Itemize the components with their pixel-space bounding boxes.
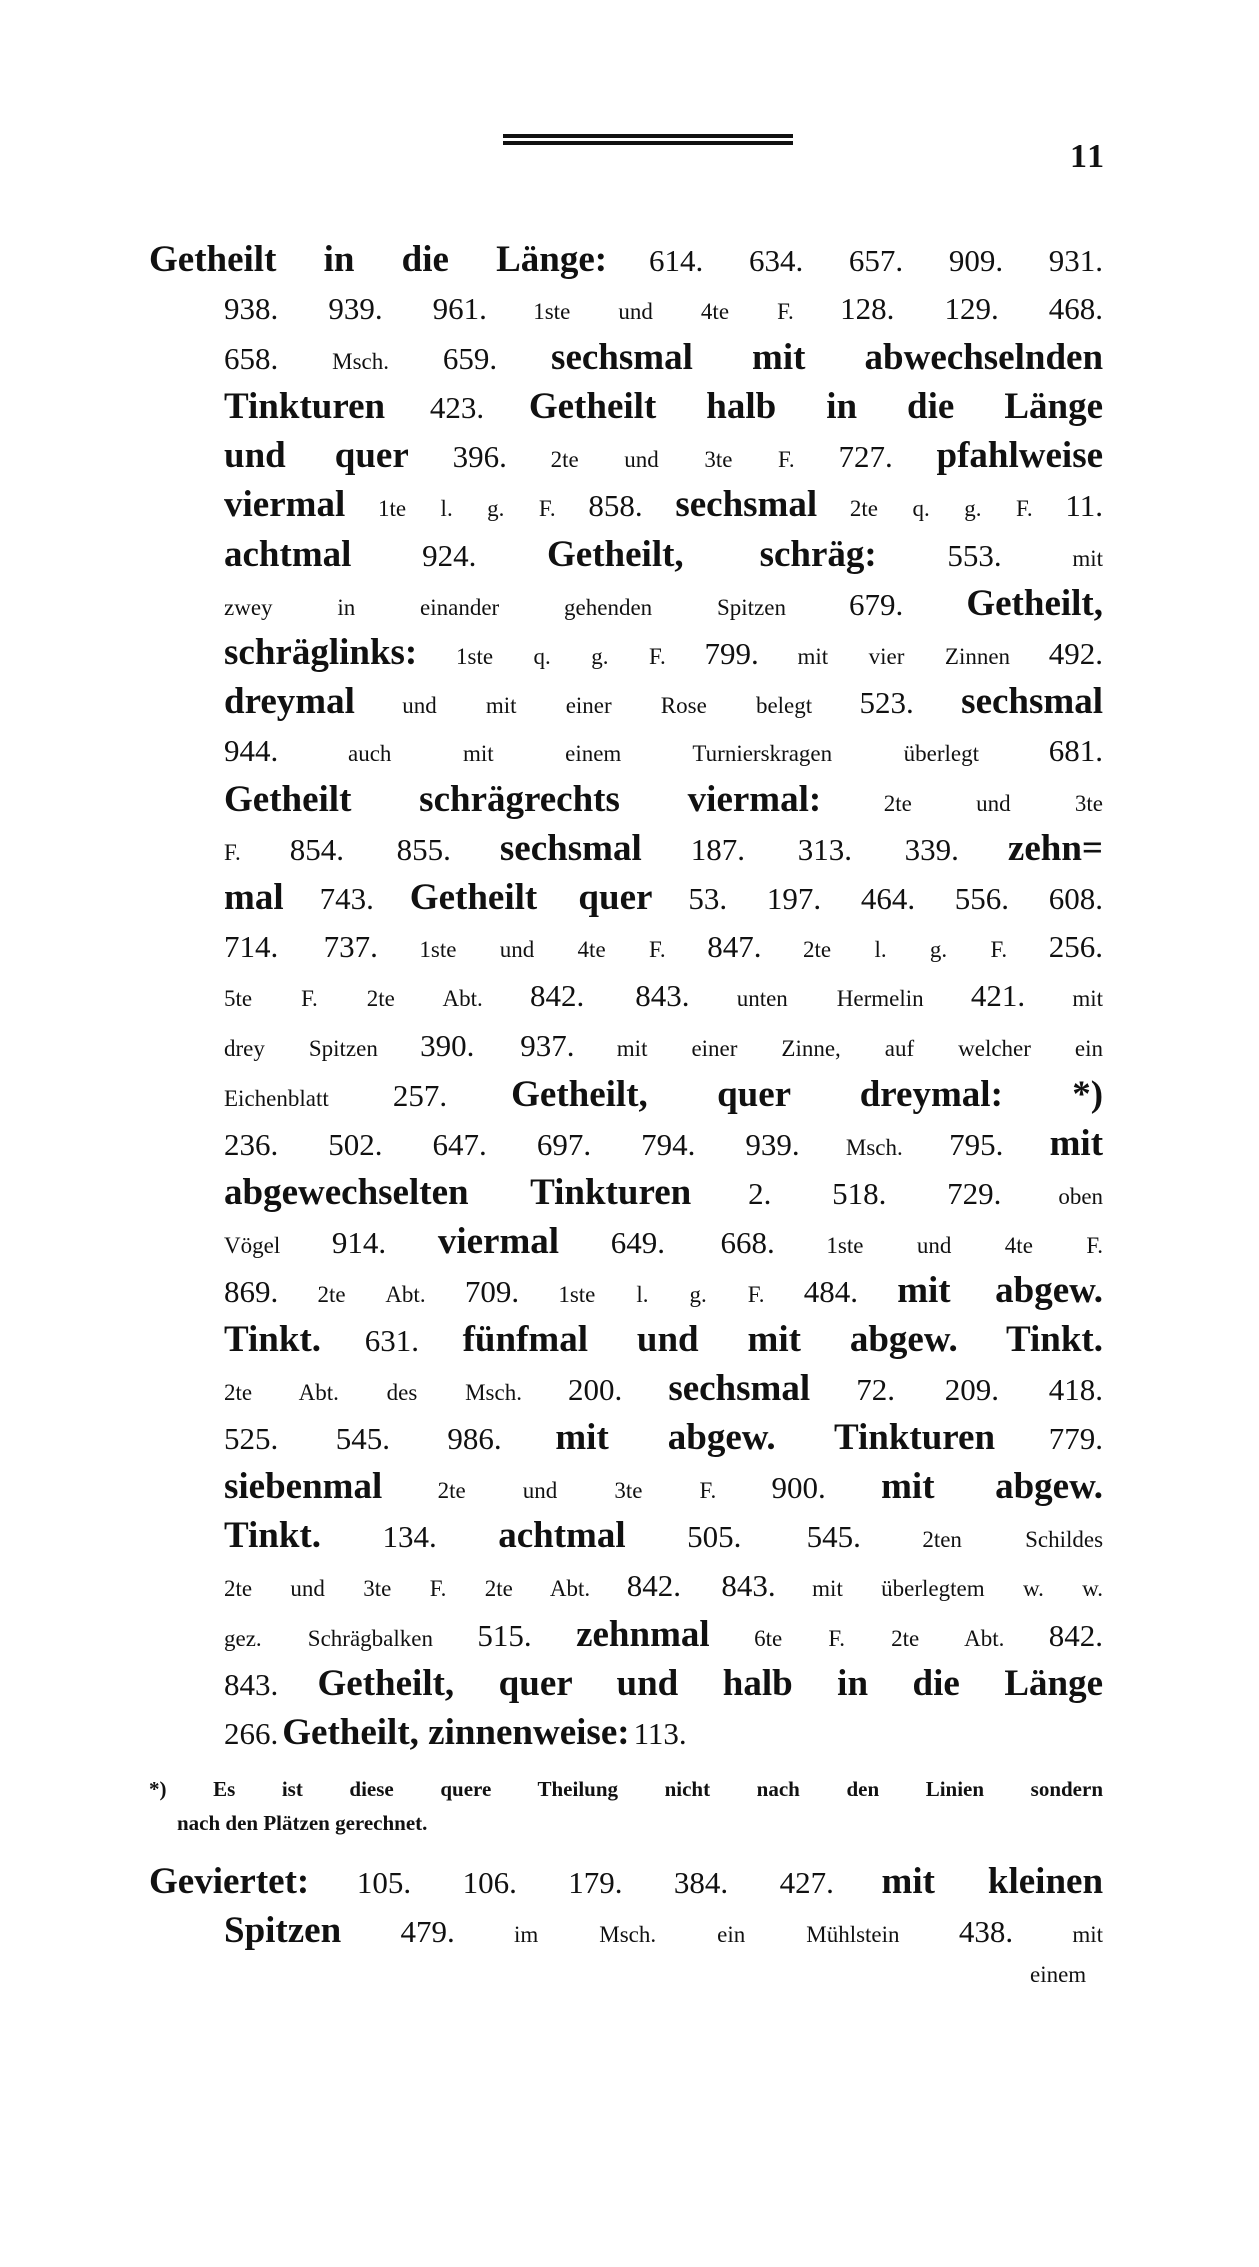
- heading-term: Getheilt quer: [409, 877, 653, 919]
- note-text: 2te und 3te: [883, 791, 1104, 817]
- reference-numbers: 847.: [707, 929, 762, 965]
- reference-numbers: 858.: [588, 488, 643, 524]
- reference-numbers: 390. 937.: [420, 1027, 575, 1063]
- text-line: [224, 480, 1103, 529]
- note-text: 1ste und 4te F.: [533, 299, 794, 325]
- note-text: mit: [1072, 1922, 1103, 1948]
- heading-term: und quer: [224, 435, 409, 477]
- reference-numbers: 938. 939. 961.: [224, 291, 487, 327]
- reference-numbers: 649. 668.: [610, 1224, 775, 1260]
- reference-numbers: 256.: [1048, 929, 1103, 965]
- reference-numbers: 631.: [364, 1323, 419, 1359]
- note-text: 2te und 3te F.: [437, 1478, 717, 1504]
- note-text: 2te q. g. F.: [849, 496, 1033, 522]
- text-line: [224, 579, 1103, 628]
- note-text: mit: [1072, 545, 1104, 571]
- reference-numbers: 743.: [319, 881, 374, 917]
- reference-numbers: 658.: [224, 341, 279, 377]
- reference-numbers: 854. 855.: [289, 832, 451, 868]
- reference-numbers: 438.: [958, 1914, 1014, 1950]
- reference-numbers: 505. 545.: [687, 1519, 861, 1555]
- heading-term: sechsmal: [499, 828, 642, 870]
- heading-term: mit: [1049, 1122, 1104, 1164]
- page-number: 11: [1070, 138, 1107, 175]
- reference-numbers: 236. 502. 647. 697. 794. 939.: [224, 1126, 800, 1162]
- note-text: Msch.: [845, 1134, 903, 1160]
- heading-term: abgewechselten Tinkturen: [224, 1171, 692, 1213]
- note-text: 1ste und 4te F.: [826, 1232, 1104, 1258]
- text-line: [224, 677, 1103, 726]
- reference-numbers: 187. 313. 339.: [690, 832, 959, 868]
- reference-numbers: 525. 545. 986.: [224, 1421, 502, 1457]
- heading-term: schräglinks:: [224, 631, 418, 673]
- reference-numbers: 128. 129. 468.: [840, 291, 1104, 327]
- reference-numbers: 900.: [771, 1470, 826, 1506]
- reference-numbers: 257.: [392, 1077, 448, 1113]
- heading-term: Tinkt.: [224, 1515, 322, 1557]
- note-text: 2ten Schildes: [922, 1527, 1104, 1553]
- text-line: [224, 1217, 1103, 1266]
- footnote-line: nach den Plätzen gerechnet.: [177, 1811, 428, 1835]
- note-text: zwey in einander gehenden Spitzen: [224, 594, 786, 620]
- text-line: [224, 1906, 1103, 1955]
- text-line: [224, 1659, 1103, 1708]
- reference-numbers: 266.: [224, 1715, 279, 1751]
- note-text: 5te F. 2te Abt.: [224, 986, 483, 1012]
- reference-numbers: 842. 843.: [530, 978, 690, 1014]
- heading-term: Getheilt, quer dreymal: *): [511, 1073, 1104, 1115]
- reference-numbers: 105. 106. 179. 384. 427.: [356, 1865, 834, 1900]
- note-text: mit: [1072, 986, 1103, 1012]
- note-text: 2te und 3te F.: [550, 447, 795, 473]
- heading-term: sechsmal: [668, 1368, 811, 1410]
- heading-term: sechsmal mit abwechselnden: [551, 337, 1104, 379]
- text-line: [224, 628, 1103, 677]
- text-line: [224, 1266, 1103, 1315]
- reference-numbers: 681.: [1048, 732, 1103, 768]
- reference-numbers: 842.: [1048, 1617, 1104, 1653]
- heading-term: sechsmal: [961, 680, 1103, 722]
- note-text: unten Hermelin: [736, 986, 924, 1012]
- text-line: [224, 971, 1103, 1020]
- text-line: [224, 530, 1103, 579]
- heading-term: Spitzen: [224, 1910, 342, 1952]
- text-line: [224, 1021, 1103, 1070]
- text-line: [224, 1511, 1103, 1560]
- heading-term: achtmal: [224, 533, 352, 575]
- heading-term: Tinkturen: [224, 386, 386, 428]
- heading-term: mit abgew.: [881, 1466, 1104, 1508]
- reference-numbers: 200.: [568, 1372, 623, 1408]
- text-line: [224, 382, 1103, 431]
- reference-numbers: 484.: [803, 1273, 858, 1309]
- note-text: gez. Schrägbalken: [224, 1625, 433, 1651]
- note-text: Msch.: [332, 349, 390, 375]
- note-text: 2te und 3te F. 2te Abt.: [224, 1575, 591, 1601]
- note-text: F.: [224, 840, 241, 866]
- reference-numbers: 843.: [224, 1666, 279, 1702]
- heading-term: Geviertet:: [149, 1861, 310, 1902]
- note-text: 1ste q. g. F.: [456, 643, 666, 669]
- note-text: 2te Abt.: [317, 1281, 426, 1307]
- reference-numbers: 515.: [477, 1617, 532, 1653]
- heading-term: pfahlweise: [936, 435, 1104, 477]
- reference-numbers: 869.: [224, 1273, 279, 1309]
- reference-numbers: 72. 209. 418.: [856, 1372, 1104, 1408]
- reference-numbers: 523.: [859, 684, 914, 720]
- reference-numbers: 134.: [382, 1519, 437, 1555]
- heading-term: mit abgew.: [897, 1269, 1104, 1311]
- text-line: [224, 1315, 1103, 1364]
- reference-numbers: 779.: [1048, 1421, 1103, 1457]
- reference-numbers: 53. 197. 464. 556. 608.: [688, 881, 1104, 917]
- reference-numbers: 924.: [422, 537, 477, 573]
- heading-term: Getheilt in die Länge:: [149, 239, 608, 280]
- heading-term: mit abgew. Tinkturen: [555, 1417, 996, 1459]
- text-line: [224, 1413, 1103, 1462]
- heading-term: viermal: [224, 484, 346, 526]
- note-text: im Msch. ein Mühlstein: [513, 1922, 900, 1948]
- note-text: Eichenblatt: [224, 1085, 329, 1111]
- heading-term: Getheilt, zinnenweise:: [282, 1711, 630, 1753]
- heading-term: mit kleinen: [881, 1861, 1104, 1902]
- text-line: [224, 1610, 1103, 1659]
- reference-numbers: 659.: [442, 341, 498, 377]
- note-text: drey Spitzen: [224, 1035, 378, 1061]
- reference-numbers: 799.: [704, 635, 759, 671]
- footnote-line: *) Es ist diese quere Theilung nicht nach den Linien sondern: [149, 1777, 1103, 1801]
- note-text: mit überlegtem w. w.: [812, 1575, 1104, 1601]
- footnote: [149, 1772, 1103, 1840]
- reference-numbers: 614. 634. 657. 909. 931.: [649, 243, 1104, 278]
- note-text: und mit einer Rose belegt: [402, 692, 813, 718]
- heading-term: sechsmal: [675, 484, 818, 526]
- reference-numbers: 421.: [970, 978, 1026, 1014]
- reference-numbers: 113.: [633, 1715, 687, 1751]
- note-text: 2te Abt. des Msch.: [224, 1380, 522, 1406]
- reference-numbers: 795.: [949, 1126, 1004, 1162]
- text-line: [224, 1561, 1103, 1610]
- note-text: Vögel: [224, 1232, 281, 1258]
- reference-numbers: 727.: [838, 439, 893, 475]
- text-line: [149, 235, 1103, 284]
- note-text: 1ste und 4te F.: [419, 937, 666, 963]
- text-line: [224, 1364, 1103, 1413]
- header-ornament-rule: [503, 134, 793, 148]
- heading-term: Getheilt, quer und halb in die Länge: [317, 1662, 1103, 1704]
- heading-term: fünfmal und mit abgew. Tinkt.: [462, 1319, 1104, 1361]
- entry-geviertet: [149, 1857, 1103, 1955]
- text-line: [224, 1070, 1103, 1119]
- note-text: 1te l. g. F.: [377, 496, 556, 522]
- reference-numbers: 914.: [331, 1224, 387, 1260]
- note-text: 1ste l. g. F.: [558, 1281, 765, 1307]
- reference-numbers: 714. 737.: [224, 929, 378, 965]
- reference-numbers: 842. 843.: [626, 1567, 776, 1603]
- text-line: [224, 1168, 1103, 1217]
- reference-numbers: 709.: [464, 1273, 520, 1309]
- heading-term: mal: [224, 877, 284, 919]
- note-text: oben: [1058, 1183, 1104, 1209]
- heading-term: Getheilt, schräg:: [547, 533, 877, 575]
- text-line: [224, 922, 1103, 971]
- reference-numbers: 479.: [400, 1914, 455, 1950]
- text-line: [149, 1857, 1103, 1906]
- reference-numbers: 553.: [947, 537, 1002, 573]
- reference-numbers: 11.: [1065, 488, 1103, 524]
- heading-term: siebenmal: [224, 1466, 383, 1508]
- heading-term: zehnmal: [576, 1613, 710, 1655]
- text-line: [224, 284, 1103, 333]
- text-line: [224, 431, 1103, 480]
- text-line: [224, 824, 1103, 873]
- reference-numbers: 2. 518. 729.: [748, 1175, 1002, 1211]
- note-text: 6te F. 2te Abt.: [754, 1625, 1005, 1651]
- heading-term: viermal: [437, 1220, 560, 1262]
- reference-numbers: 944.: [224, 732, 279, 768]
- heading-term: Getheilt,: [966, 582, 1103, 624]
- text-line: [224, 1708, 1103, 1757]
- text-line: [224, 1462, 1103, 1511]
- reference-numbers: 396.: [452, 439, 507, 475]
- reference-numbers: 679.: [849, 586, 904, 622]
- heading-term: zehn=: [1007, 828, 1104, 870]
- reference-numbers: 492.: [1048, 635, 1104, 671]
- note-text: 2te l. g. F.: [803, 937, 1008, 963]
- catchword: einem: [1030, 1962, 1087, 1987]
- reference-numbers: 423.: [429, 390, 485, 426]
- heading-term: achtmal: [498, 1515, 626, 1557]
- entry-getheilt: [149, 235, 1103, 1757]
- note-text: mit vier Zinnen: [797, 643, 1011, 669]
- text-line: [224, 775, 1103, 824]
- note-text: mit einer Zinne, auf welcher ein: [616, 1035, 1103, 1061]
- heading-term: dreymal: [224, 680, 355, 722]
- text-line: [224, 726, 1103, 775]
- heading-term: Tinkt.: [224, 1319, 322, 1361]
- heading-term: Getheilt halb in die Länge: [528, 386, 1104, 428]
- text-line: [224, 873, 1103, 922]
- text-line: [224, 1119, 1103, 1168]
- note-text: auch mit einem Turnierskragen überlegt: [348, 740, 979, 766]
- heading-term: Getheilt schrägrechts viermal:: [224, 779, 822, 821]
- text-line: [224, 333, 1103, 382]
